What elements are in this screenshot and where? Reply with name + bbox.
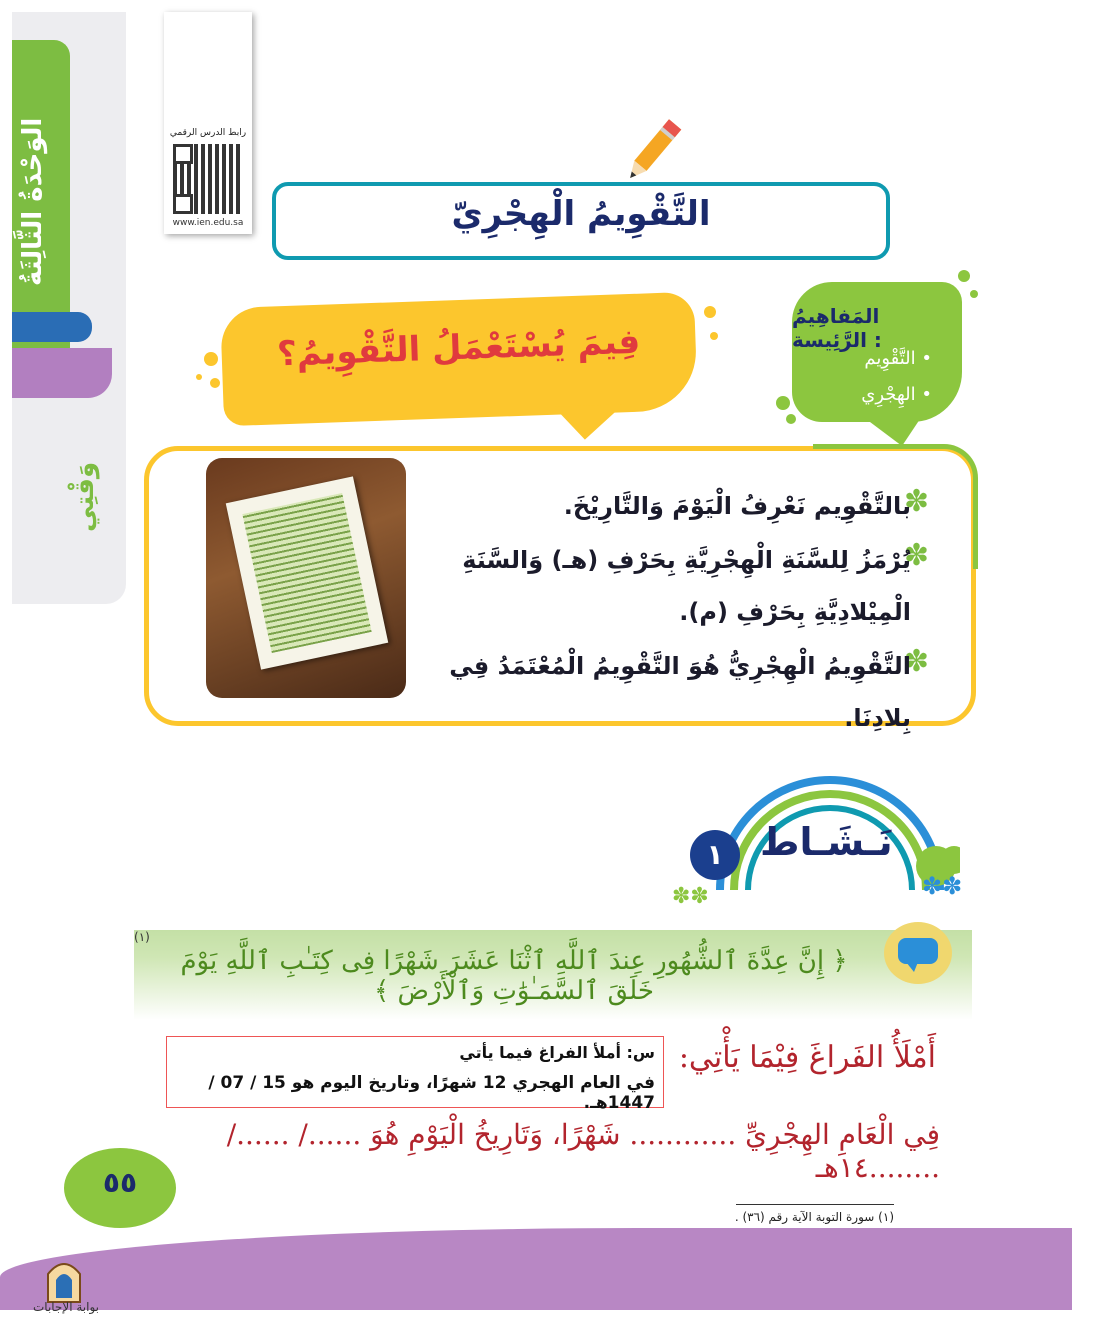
verse-band bbox=[134, 930, 972, 1020]
fact-item: التَّقْوِيمُ الْهِجْرِيُّ هُوَ التَّقْوِيمُ الْمُعْتَمَدُ فِي بِلادِنَا. bbox=[449, 652, 911, 732]
decor-dot bbox=[204, 352, 218, 366]
question-banner bbox=[220, 292, 698, 426]
exercise-fill-line: فِي الْعَامِ الهِجْرِيِّ ............ شَهْرًا، وَتَارِيخُ الْيَوْمِ هُوَ ....../ ....../ ........١٤هـ bbox=[226, 1118, 940, 1184]
unit-title: الوَحْدَةُ الثَّالِثَةُ bbox=[18, 117, 48, 287]
verse-footnote-marker: (١) bbox=[134, 930, 150, 944]
flower-decor-icon: ✽✽ bbox=[672, 884, 709, 909]
pencil-icon bbox=[612, 112, 692, 192]
key-concepts-title: المَفاهِيمُ الرَّئِيسة : bbox=[792, 304, 882, 352]
question-text: فِيمَ يُسْتَعْمَلُ التَّقْوِيمُ؟ bbox=[276, 321, 641, 375]
flower-decor-icon: ✽✽ bbox=[922, 872, 963, 900]
unit-strip bbox=[12, 12, 126, 604]
chat-bubble-icon bbox=[884, 922, 952, 984]
lesson-title-box bbox=[272, 182, 890, 260]
decor-dot bbox=[958, 270, 970, 282]
flower-bullet-icon: ✽ bbox=[903, 538, 929, 573]
page-number: ٥٥ bbox=[102, 1166, 138, 1199]
unit-subject: وَقْتِي bbox=[70, 461, 100, 533]
lesson-title: التَّقْوِيمُ الْهِجْرِيّ bbox=[451, 194, 711, 234]
page-number-badge bbox=[64, 1148, 176, 1228]
activity-number: ١ bbox=[690, 830, 740, 880]
concept-item: التَّقْوِيم • bbox=[864, 348, 932, 369]
concept-item: الهِجْرِي • bbox=[861, 384, 932, 405]
unit-accent-band-purple bbox=[12, 348, 112, 398]
calendar-binder-photo bbox=[206, 458, 406, 698]
answer-box bbox=[166, 1036, 664, 1113]
answers-portal-logo-icon[interactable] bbox=[44, 1254, 84, 1304]
decor-dot bbox=[210, 378, 220, 388]
fact-item: يُرْمَزُ لِلسَّنَةِ الْهِجْرِيَّةِ بِحَرْفِ (هـ) وَالسَّنَةِ الْمِيْلادِيَّةِ بِحَرْفِ (م). bbox=[462, 546, 911, 626]
calendar-grid bbox=[242, 493, 371, 653]
fact-item: بالتَّقْوِيم نَعْرِفُ الْيَوْمَ وَالتَّارِيْخَ. bbox=[563, 492, 911, 520]
qr-card[interactable] bbox=[164, 12, 252, 234]
activity-label: نَـشَـاط bbox=[760, 820, 893, 864]
quran-verse: ﴿ إِنَّ عِدَّةَ ٱلشُّهُورِ عِندَ ٱللَّهِ ٱثْنَا عَشَرَ شَهْرًا فِى كِتَـٰبِ ٱللَّهِ يَوْمَ خَلَقَ ٱلسَّمَـٰوَٰتِ وَٱلْأَرْضَ ﴾ bbox=[180, 946, 848, 1006]
decor-dot bbox=[196, 374, 202, 380]
flower-bullet-icon: ✽ bbox=[903, 644, 929, 679]
answer-text: في العام الهجري 12 شهرًا، وتاريخ اليوم هو 15 / 07 / 1447هـ. bbox=[208, 1073, 655, 1113]
decor-dot bbox=[704, 306, 716, 318]
decor-dot bbox=[710, 332, 718, 340]
key-concepts-box bbox=[792, 282, 962, 422]
decor-dot bbox=[970, 290, 978, 298]
answer-question: س: أملأ الفراغ فيما يأتي bbox=[459, 1043, 655, 1062]
decor-dot bbox=[776, 396, 790, 410]
qr-label: رابط الدرس الرقمي bbox=[169, 128, 247, 138]
binder-page bbox=[226, 476, 389, 669]
footnote-text: (١) سورة التوبة الآية رقم (٣٦) . bbox=[734, 1210, 894, 1224]
qr-code-icon[interactable] bbox=[173, 144, 241, 214]
footnote-rule bbox=[736, 1204, 894, 1205]
decor-dot bbox=[786, 414, 796, 424]
exercise-prompt: أَمْلَأُ الفَراغَ فِيْمَا يَأْتِي: bbox=[678, 1040, 936, 1075]
footer-wave bbox=[0, 1228, 1072, 1310]
qr-url[interactable]: www.ien.edu.sa bbox=[172, 218, 244, 228]
answers-portal-label[interactable]: بوابة الإجابات bbox=[32, 1300, 99, 1314]
flower-bullet-icon: ✽ bbox=[903, 484, 929, 519]
